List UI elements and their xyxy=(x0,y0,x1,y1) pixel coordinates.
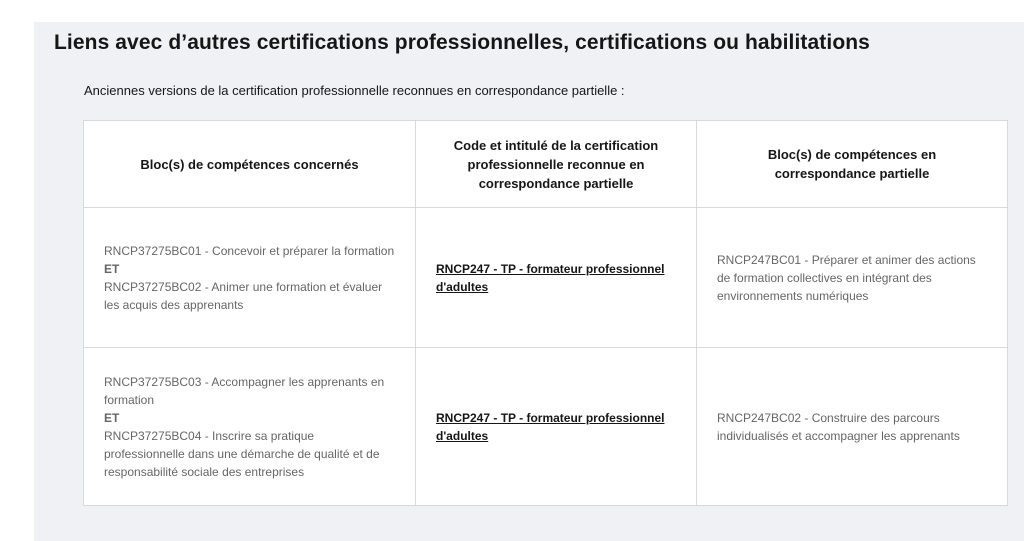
concerned-blocks-cell xyxy=(84,348,416,506)
matching-block-cell: RNCP247BC01 - Préparer et animer des actions de formation collectives en intégrant des environnements numériques xyxy=(697,208,1008,348)
block-item: RNCP37275BC02 - Animer une formation et évaluer les acquis des apprenants xyxy=(104,279,383,312)
table-row xyxy=(84,348,1008,506)
section-intro: Anciennes versions de la certification professionnelle reconnues en correspondance partielle : xyxy=(84,83,625,98)
header-matching-blocks: Bloc(s) de compétences en correspondance partielle xyxy=(697,121,1008,208)
block-item: RNCP37275BC01 - Concevoir et préparer la formation xyxy=(104,243,395,258)
table-header-row xyxy=(84,121,1008,208)
connector-et: ET xyxy=(104,410,120,425)
header-concerned-blocks: Bloc(s) de compétences concernés xyxy=(84,121,416,208)
correspondence-table xyxy=(83,120,1008,506)
connector-et: ET xyxy=(104,261,120,276)
table-row xyxy=(84,208,1008,348)
header-certification: Code et intitulé de la certification professionnelle reconnue en correspondance partielle xyxy=(416,121,697,208)
certification-cell xyxy=(416,348,697,506)
block-item: RNCP37275BC04 - Inscrire sa pratique professionnelle dans une démarche de qualité et de responsabilité sociale des entreprises xyxy=(104,428,380,479)
section-title: Liens avec d’autres certifications professionnelles, certifications ou habilitations xyxy=(54,31,870,54)
concerned-blocks-cell xyxy=(84,208,416,348)
matching-block-cell: RNCP247BC02 - Construire des parcours individualisés et accompagner les apprenants xyxy=(697,348,1008,506)
block-item: RNCP37275BC03 - Accompagner les apprenants en formation xyxy=(104,374,385,407)
certification-link[interactable]: RNCP247 - TP - formateur professionnel d'adultes xyxy=(436,261,665,294)
certification-link[interactable]: RNCP247 - TP - formateur professionnel d'adultes xyxy=(436,410,665,443)
certification-links-section xyxy=(34,22,1024,541)
certification-cell xyxy=(416,208,697,348)
